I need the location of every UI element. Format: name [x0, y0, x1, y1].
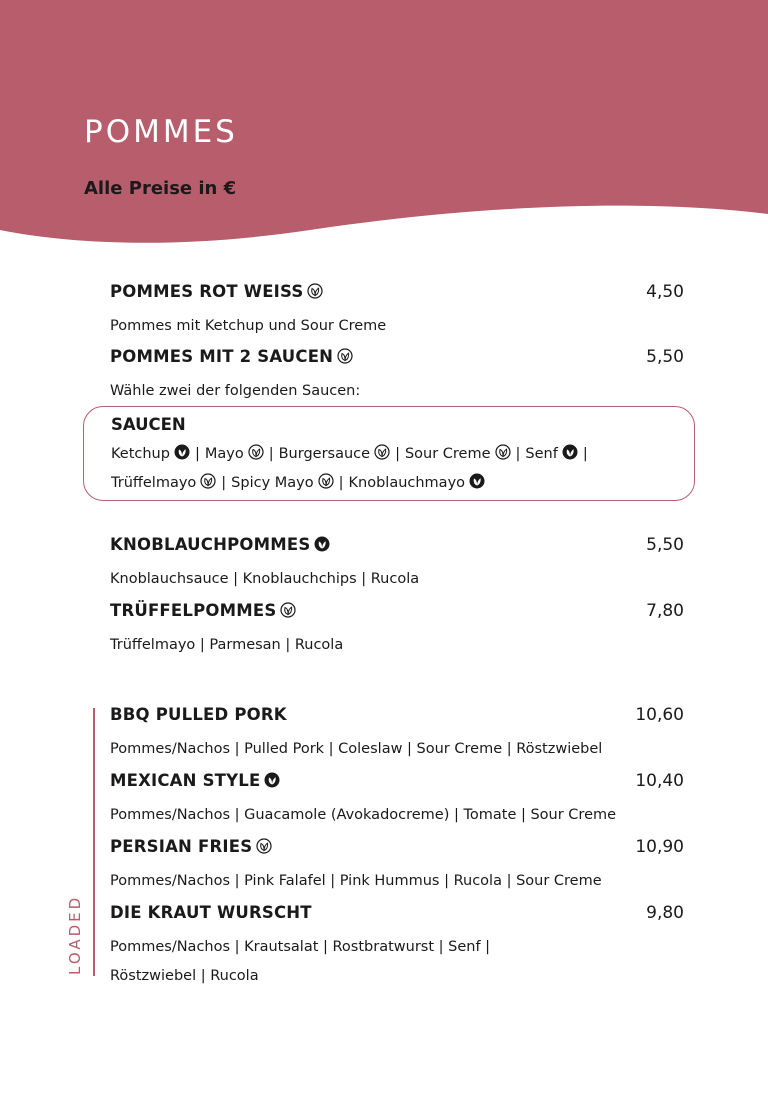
item-description: Pommes/Nachos | Guacamole (Avokadocreme) | Tomate | Sour Creme: [110, 807, 617, 823]
sauce-option: Trüffelmayo: [111, 475, 197, 491]
sauce-line-1: [111, 444, 593, 462]
separator: |: [221, 475, 227, 491]
item-price: 10,40: [635, 771, 684, 791]
vegan-leaf-icon: [562, 444, 578, 460]
menu-item: [110, 601, 684, 660]
vegetarian-leaf-icon: [280, 602, 296, 618]
sauce-option: Ketchup: [111, 446, 170, 462]
item-description: Trüffelmayo | Parmesan | Rucola: [110, 637, 344, 653]
item-name: KNOBLAUCHPOMMES: [110, 535, 311, 554]
menu-item: [110, 771, 684, 830]
item-name: DIE KRAUT WURSCHT: [110, 903, 312, 922]
item-price: 10,90: [635, 837, 684, 857]
item-description: Pommes/Nachos | Pulled Pork | Coleslaw | Sour Creme | Röstzwiebel: [110, 741, 603, 757]
item-name: BBQ PULLED PORK: [110, 705, 287, 724]
item-price: 4,50: [646, 282, 684, 302]
item-name: TRÜFFELPOMMES: [110, 601, 277, 620]
item-price: 5,50: [646, 535, 684, 555]
sauce-option: Mayo: [204, 446, 244, 462]
separator: |: [582, 446, 588, 462]
vegetarian-leaf-icon: [256, 838, 272, 854]
item-description-line: Röstzwiebel | Rucola: [110, 968, 259, 984]
vegetarian-leaf-icon: [337, 348, 353, 364]
item-price: 7,80: [646, 601, 684, 621]
section-label: LOADED: [66, 894, 84, 975]
vegetarian-leaf-icon: [495, 444, 511, 460]
item-name: PERSIAN FRIES: [110, 837, 253, 856]
menu-item: [110, 347, 684, 406]
sauce-option: Knoblauchmayo: [348, 475, 466, 491]
item-price: 9,80: [646, 903, 684, 923]
separator: |: [194, 446, 200, 462]
menu-item: [110, 535, 684, 594]
separator: |: [268, 446, 274, 462]
vegetarian-leaf-icon: [307, 283, 323, 299]
sauce-title: SAUCEN: [111, 415, 186, 434]
item-description-line: Pommes/Nachos | Krautsalat | Rostbratwurst | Senf |: [110, 939, 491, 955]
page-title: POMMES: [84, 114, 238, 150]
vegan-leaf-icon: [174, 444, 190, 460]
vegetarian-leaf-icon: [200, 473, 216, 489]
separator: |: [515, 446, 521, 462]
item-description: Pommes/Nachos | Pink Falafel | Pink Hummus | Rucola | Sour Creme: [110, 873, 602, 889]
separator: |: [338, 475, 344, 491]
sauce-option: Spicy Mayo: [231, 475, 314, 491]
item-name: MEXICAN STYLE: [110, 771, 261, 790]
menu-item: [110, 837, 684, 896]
menu-item: [110, 282, 684, 341]
section-divider: [93, 708, 95, 976]
sauce-option: Sour Creme: [404, 446, 491, 462]
vegetarian-leaf-icon: [374, 444, 390, 460]
vegan-leaf-icon: [264, 772, 280, 788]
sauce-option: Senf: [525, 446, 558, 462]
menu-item: [110, 903, 684, 991]
item-name: POMMES ROT WEISS: [110, 282, 304, 301]
menu-item: [110, 705, 684, 764]
sauce-option: Burgersauce: [278, 446, 371, 462]
vegetarian-leaf-icon: [318, 473, 334, 489]
sauce-options-box: [83, 406, 695, 501]
item-description: Pommes mit Ketchup und Sour Creme: [110, 318, 387, 334]
item-price: 5,50: [646, 347, 684, 367]
sauce-line-2: [111, 473, 485, 491]
item-price: 10,60: [635, 705, 684, 725]
price-note: Alle Preise in €: [84, 178, 237, 199]
vegetarian-leaf-icon: [248, 444, 264, 460]
item-description: Knoblauchsauce | Knoblauchchips | Rucola: [110, 571, 420, 587]
vegan-leaf-icon: [314, 536, 330, 552]
vegan-leaf-icon: [469, 473, 485, 489]
item-description: [110, 933, 684, 991]
item-description: Wähle zwei der folgenden Saucen:: [110, 383, 361, 399]
separator: |: [395, 446, 400, 462]
item-name: POMMES MIT 2 SAUCEN: [110, 347, 334, 366]
